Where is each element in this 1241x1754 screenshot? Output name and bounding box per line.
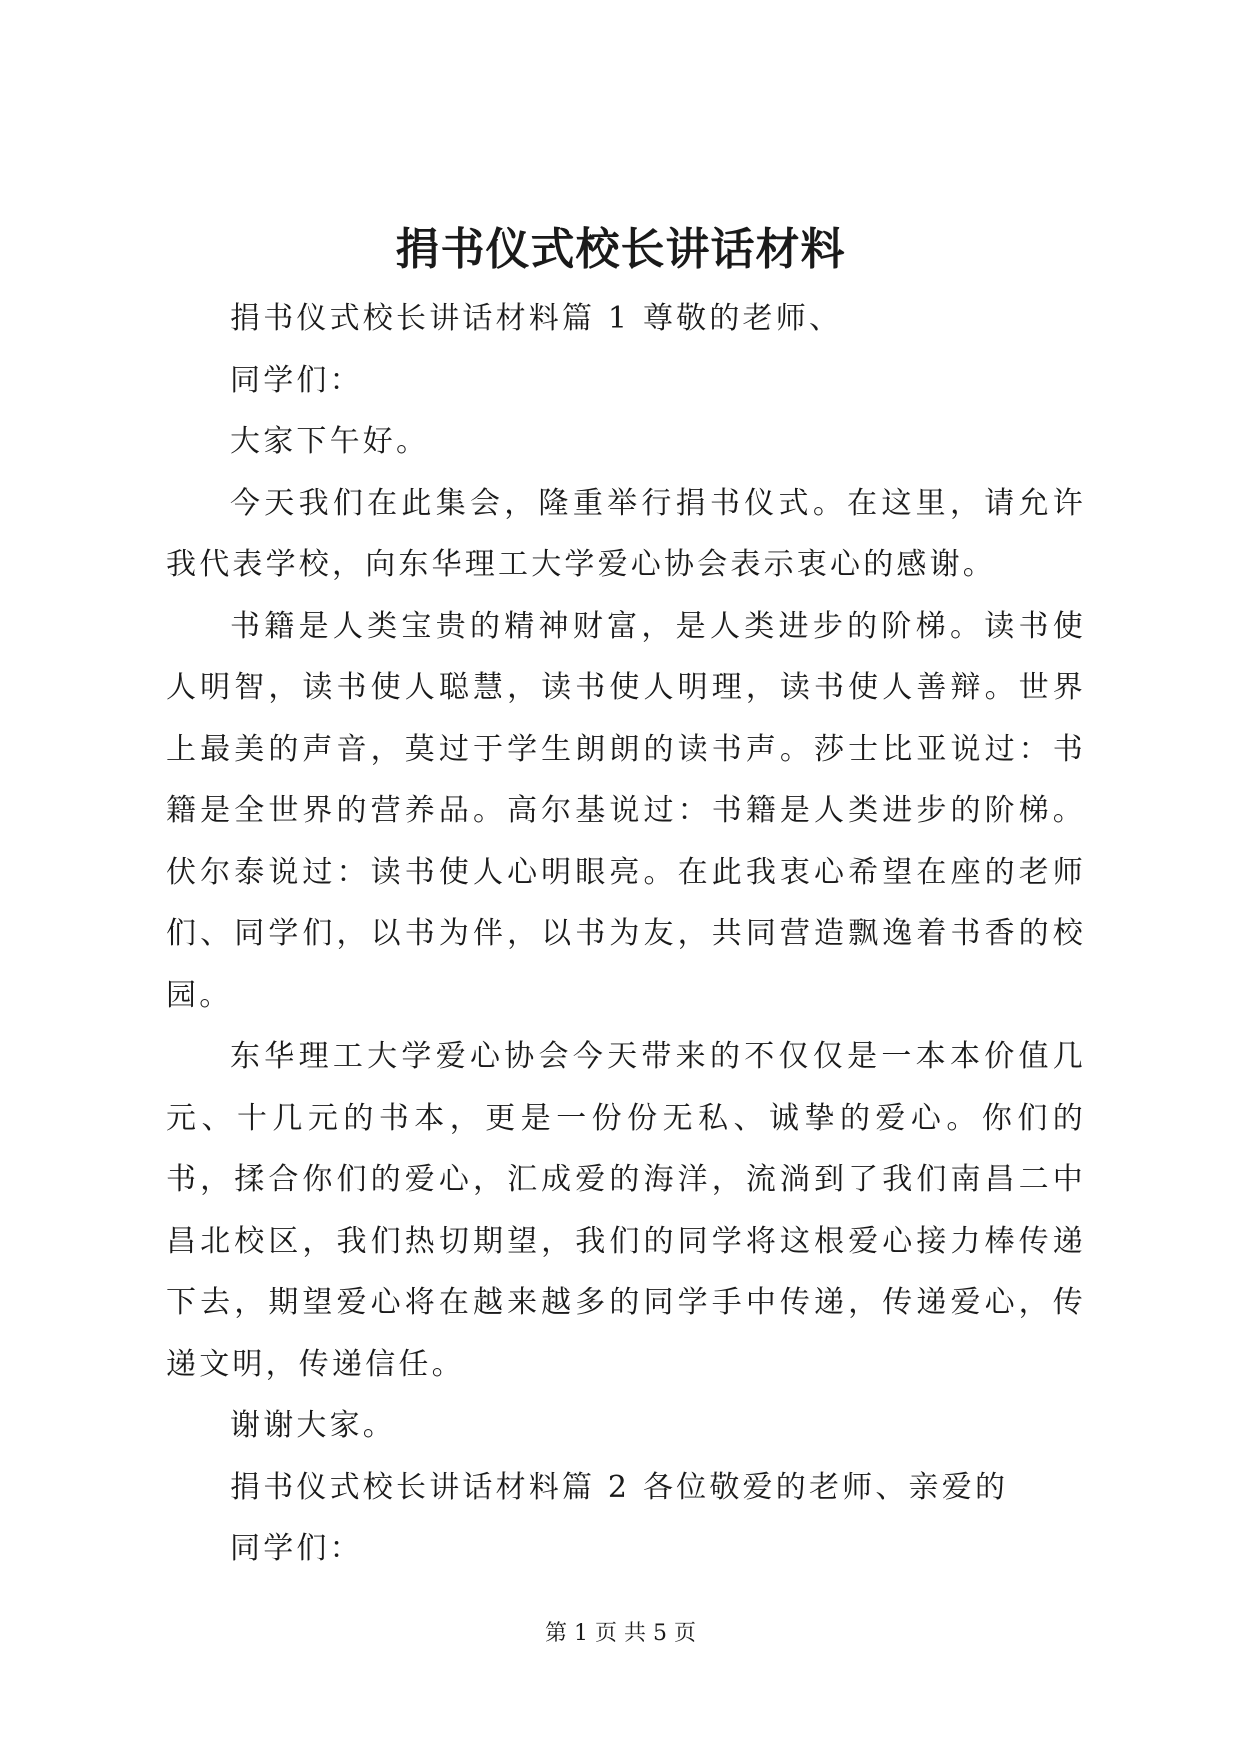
paragraph: 同学们：: [230, 1531, 363, 1566]
paragraph: 捐书仪式校长讲话材料篇 2 各位敬爱的老师、亲爱的: [230, 1469, 1009, 1505]
paragraph: 书籍是人类宝贵的精神财富，是人类进步的阶梯。读书使人明智，读书使人聪慧，读书使人明理，读书使人善辩。世界上最美的声音，莫过于学生朗朗的读书声。莎士比亚说过：书籍是全世界的营养品。高尔基说过：书籍是人类进步的阶梯。伏尔泰说过：读书使人心明眼亮。在此我衷心希望在座的老师们、同学们，以书为伴，以书为友，共同营造飘逸着书香的校园。: [166, 608, 1086, 1013]
document-body: [166, 288, 1086, 1580]
paragraph: 大家下午好。: [230, 424, 430, 459]
document-title: 捐书仪式校长讲话材料: [395, 224, 846, 275]
paragraph: 今天我们在此集会，隆重举行捐书仪式。在这里，请允许我代表学校，向东华理工大学爱心协会表示衷心的感谢。: [166, 485, 1086, 582]
paragraph: 同学们：: [230, 362, 363, 398]
paragraph: 东华理工大学爱心协会今天带来的不仅仅是一本本价值几元、十几元的书本，更是一份份无私、诚挚的爱心。你们的书，揉合你们的爱心，汇成爱的海洋，流淌到了我们南昌二中昌北校区，我们热切期望，我们的同学将这根爱心接力棒传递下去，期望爱心将在越来越多的同学手中传递，传递爱心，传递文明，传递信任。: [166, 1039, 1086, 1382]
paragraph: 谢谢大家。: [230, 1408, 396, 1443]
paragraph: 捐书仪式校长讲话材料篇 1 尊敬的老师、: [230, 301, 843, 336]
page-footer: 第 1 页 共 5 页: [545, 1621, 696, 1646]
